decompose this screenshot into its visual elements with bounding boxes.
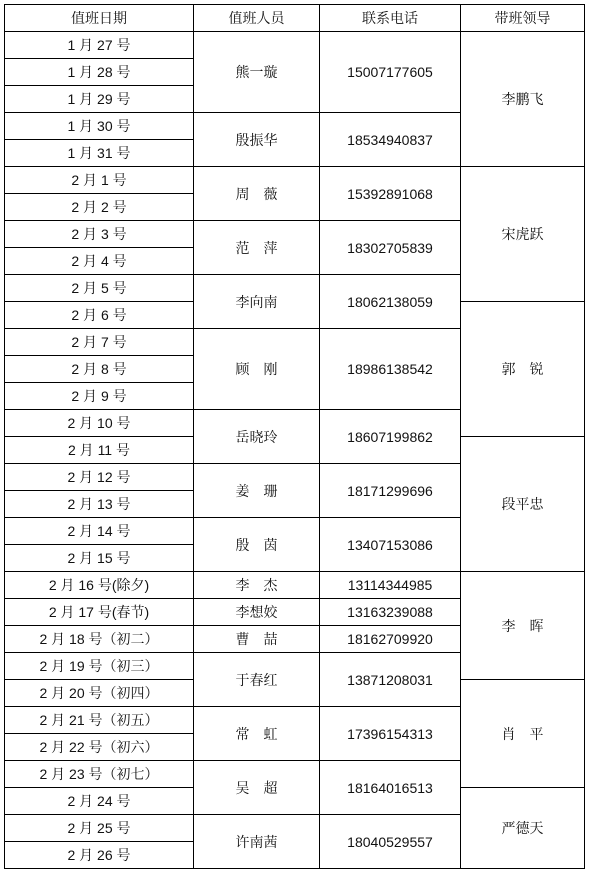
- duty-date-cell: 2 月 12 号: [5, 464, 194, 491]
- duty-person-cell: 许南茜: [194, 815, 320, 869]
- duty-date-cell: 2 月 10 号: [5, 410, 194, 437]
- leader-cell: 李 晖: [461, 572, 585, 680]
- duty-date-cell: 2 月 16 号(除夕): [5, 572, 194, 599]
- leader-cell: 严德天: [461, 788, 585, 869]
- duty-date-cell: 2 月 9 号: [5, 383, 194, 410]
- leader-cell: 宋虎跃: [461, 167, 585, 302]
- phone-number-cell: 13163239088: [320, 599, 461, 626]
- phone-number-cell: 15392891068: [320, 167, 461, 221]
- duty-person-cell: 殷振华: [194, 113, 320, 167]
- duty-person-cell: 熊一璇: [194, 32, 320, 113]
- duty-person-cell: 殷 茵: [194, 518, 320, 572]
- header-leader: 带班领导: [461, 5, 585, 32]
- duty-date-cell: 2 月 1 号: [5, 167, 194, 194]
- duty-date-cell: 2 月 17 号(春节): [5, 599, 194, 626]
- duty-date-cell: 2 月 8 号: [5, 356, 194, 383]
- duty-person-cell: 吴 超: [194, 761, 320, 815]
- header-phone: 联系电话: [320, 5, 461, 32]
- duty-date-cell: 2 月 13 号: [5, 491, 194, 518]
- header-date: 值班日期: [5, 5, 194, 32]
- duty-date-cell: 2 月 6 号: [5, 302, 194, 329]
- duty-person-cell: 顾 刚: [194, 329, 320, 410]
- phone-number-cell: 13114344985: [320, 572, 461, 599]
- duty-date-cell: 2 月 20 号（初四）: [5, 680, 194, 707]
- phone-number-cell: 18607199862: [320, 410, 461, 464]
- leader-cell: 段平忠: [461, 437, 585, 572]
- duty-date-cell: 2 月 2 号: [5, 194, 194, 221]
- duty-date-cell: 2 月 5 号: [5, 275, 194, 302]
- duty-date-cell: 2 月 25 号: [5, 815, 194, 842]
- duty-date-cell: 2 月 3 号: [5, 221, 194, 248]
- phone-number-cell: 18040529557: [320, 815, 461, 869]
- duty-person-cell: 常 虹: [194, 707, 320, 761]
- phone-number-cell: 18302705839: [320, 221, 461, 275]
- duty-date-cell: 2 月 14 号: [5, 518, 194, 545]
- duty-person-cell: 周 薇: [194, 167, 320, 221]
- roster-body: [5, 32, 585, 869]
- phone-number-cell: 18164016513: [320, 761, 461, 815]
- duty-person-cell: 范 萍: [194, 221, 320, 275]
- duty-date-cell: 2 月 7 号: [5, 329, 194, 356]
- duty-date-cell: 2 月 22 号（初六）: [5, 734, 194, 761]
- duty-person-cell: 李想姣: [194, 599, 320, 626]
- phone-number-cell: 18171299696: [320, 464, 461, 518]
- phone-number-cell: 18534940837: [320, 113, 461, 167]
- duty-date-cell: 1 月 28 号: [5, 59, 194, 86]
- duty-person-cell: 曹 喆: [194, 626, 320, 653]
- phone-number-cell: 13871208031: [320, 653, 461, 707]
- duty-date-cell: 2 月 19 号（初三）: [5, 653, 194, 680]
- leader-cell: 李鹏飞: [461, 32, 585, 167]
- duty-date-cell: 2 月 4 号: [5, 248, 194, 275]
- duty-date-cell: 2 月 23 号（初七）: [5, 761, 194, 788]
- duty-date-cell: 2 月 18 号（初二）: [5, 626, 194, 653]
- duty-person-cell: 于春红: [194, 653, 320, 707]
- duty-date-cell: 2 月 24 号: [5, 788, 194, 815]
- duty-person-cell: 李向南: [194, 275, 320, 329]
- leader-cell: 郭 锐: [461, 302, 585, 437]
- duty-person-cell: 岳晓玲: [194, 410, 320, 464]
- phone-number-cell: 18162709920: [320, 626, 461, 653]
- phone-number-cell: 18986138542: [320, 329, 461, 410]
- phone-number-cell: 15007177605: [320, 32, 461, 113]
- table-row: [5, 572, 585, 599]
- phone-number-cell: 13407153086: [320, 518, 461, 572]
- duty-date-cell: 2 月 26 号: [5, 842, 194, 869]
- table-row: [5, 167, 585, 194]
- duty-date-cell: 1 月 27 号: [5, 32, 194, 59]
- phone-number-cell: 17396154313: [320, 707, 461, 761]
- duty-person-cell: 姜 珊: [194, 464, 320, 518]
- duty-date-cell: 1 月 30 号: [5, 113, 194, 140]
- header-person: 值班人员: [194, 5, 320, 32]
- duty-roster-table: [4, 4, 585, 869]
- leader-cell: 肖 平: [461, 680, 585, 788]
- duty-date-cell: 2 月 15 号: [5, 545, 194, 572]
- duty-roster-page: [4, 4, 585, 869]
- duty-date-cell: 1 月 31 号: [5, 140, 194, 167]
- header-row: [5, 5, 585, 32]
- duty-date-cell: 1 月 29 号: [5, 86, 194, 113]
- duty-person-cell: 李 杰: [194, 572, 320, 599]
- phone-number-cell: 18062138059: [320, 275, 461, 329]
- table-row: [5, 32, 585, 59]
- duty-date-cell: 2 月 11 号: [5, 437, 194, 464]
- duty-date-cell: 2 月 21 号（初五）: [5, 707, 194, 734]
